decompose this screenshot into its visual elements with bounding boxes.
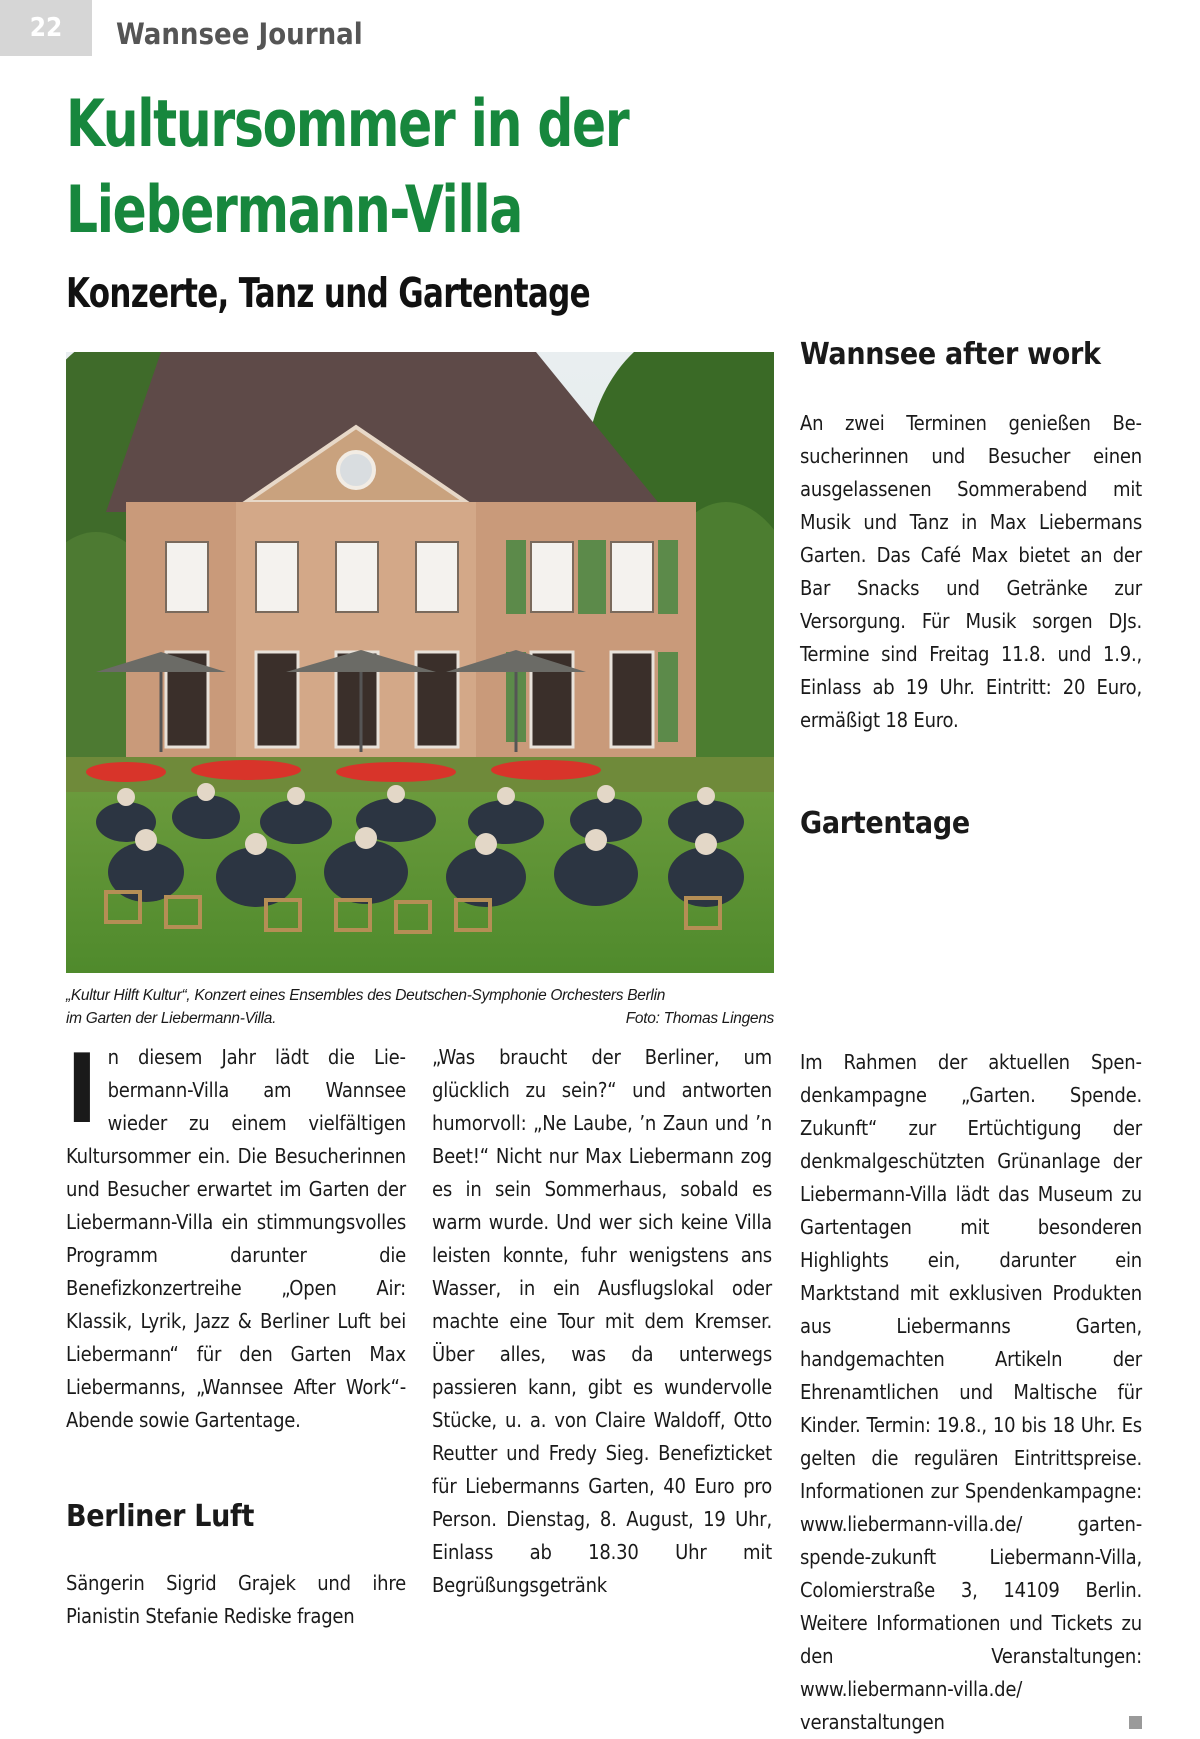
subheadline: Konzerte, Tanz und Gartentage [66,269,590,317]
photo-credit: Foto: Thomas Lingens [625,1010,774,1027]
page-number: 22 [0,0,92,56]
section-title-after-work: Wannsee after work [800,337,1101,372]
article-column-2 [432,1041,772,1602]
caption-line-2: im Garten der Liebermann-Villa. [66,1010,277,1027]
section-title-gartentage: Gartentage [800,806,970,841]
berliner-luft-paragraph: Sängerin Sigrid Grajek und ihre Pianistin Stefanie Rediske fragen [66,1571,406,1628]
headline-line-1: Kultursommer in der [66,87,629,162]
end-of-article-mark [1129,1716,1142,1729]
caption-line-1: „Kultur Hilft Kultur“, Konzert eines Ensembles des Deutschen-Symphonie Orchesters Berlin [66,987,666,1004]
berliner-luft-text [66,1567,406,1633]
headline-line-2: Liebermann-Villa [66,173,522,248]
intro-paragraph [66,1035,406,1437]
article-column-1 [66,1035,406,1437]
section-title-berliner-luft: Berliner Luft [66,1499,255,1534]
after-work-paragraph: An zwei Terminen genießen Besucherinnen und Besucher einen ausgelassenen Sommerabend mit Musik und Tanz in Max Liebermans Garten. Das Café Max bietet an der Bar Snacks und Getränke zur Versorgung. Für Musik sorgen DJs. Termine sind Freitag 11.8. und 1.9., Einlass ab 19 Uhr. Eintritt: 20 Euro, ermäßigt 18 Euro. [800,411,1142,732]
column-2-paragraph: „Was braucht der Berliner, um glücklich zu sein?“ und antworten humorvoll: „Ne Laube, ’n Zaun und ’n Beet!“ Nicht nur Max Liebermann zog es in sein Sommerhaus, sobald es warm wurde. Und wer sich keine Villa leisten konnte, fuhr wenigstens ans Wasser, in ein Ausflugslokal oder machte eine Tour mit dem Kremser. Über alles, was da unterwegs passieren kann, gibt es wundervolle Stücke, u. a. von Claire Waldoff, Otto Reutter und Fredy Sieg. Benefizticket für Liebermanns Garten, 40 Euro pro Person. Dienstag, 8. August, 19 Uhr, Einlass ab 18.30 Uhr mit Begrüßungsgetränk [432,1045,772,1597]
intro-text: n diesem Jahr lädt die Liebermann-Villa am Wannsee wieder zu einem vielfältigen Kultursommer ein. Die Besucherinnen und Besucher erwartet im Garten der Liebermann-Villa ein stimmungsvolles Programm darunter die Benefizkonzertreihe „Open Air: Klassik, Lyrik, Jazz & Berliner Luft bei Liebermann“ für den Garten Max Liebermanns, „Wannsee After Work“-Abende sowie Gartentage. [66,1045,406,1432]
headline [66,82,754,254]
photo-caption [66,984,774,1030]
journal-name: Wannsee Journal [116,17,363,51]
gartentage-text: Im Rahmen der aktuellen Spendenkampagne „Garten. Spende. Zukunft“ zur Ertüchtigung der denkmalgeschützten Grünanlage der Liebermann-Villa lädt das Museum zu Gartentagen mit besonderen Highlights ein, darunter ein Marktstand mit exklusiven Produkten aus Liebermanns Garten, handgemachten Artikeln der Ehrenamtlichen und Maltische für Kinder. Termin: 19.8., 10 bis 18 Uhr. Es gelten die regulären Eintrittspreise. Informationen zur Spendenkampagne: www.liebermann-villa.de/ garten-spende-zukunft Liebermann-Villa, Colomierstraße 3, 14109 Berlin. Weitere Informationen und Tickets zu den Veranstaltungen: www.liebermann-villa.de/ veranstaltungen [800,1050,1142,1734]
after-work-text [800,407,1142,737]
villa-garden-concert-illustration [66,352,774,973]
gartentage-paragraph [800,1046,1142,1739]
drop-cap: I [66,1035,98,1145]
article-photo [66,352,774,973]
article-column-3 [800,1046,1142,1739]
